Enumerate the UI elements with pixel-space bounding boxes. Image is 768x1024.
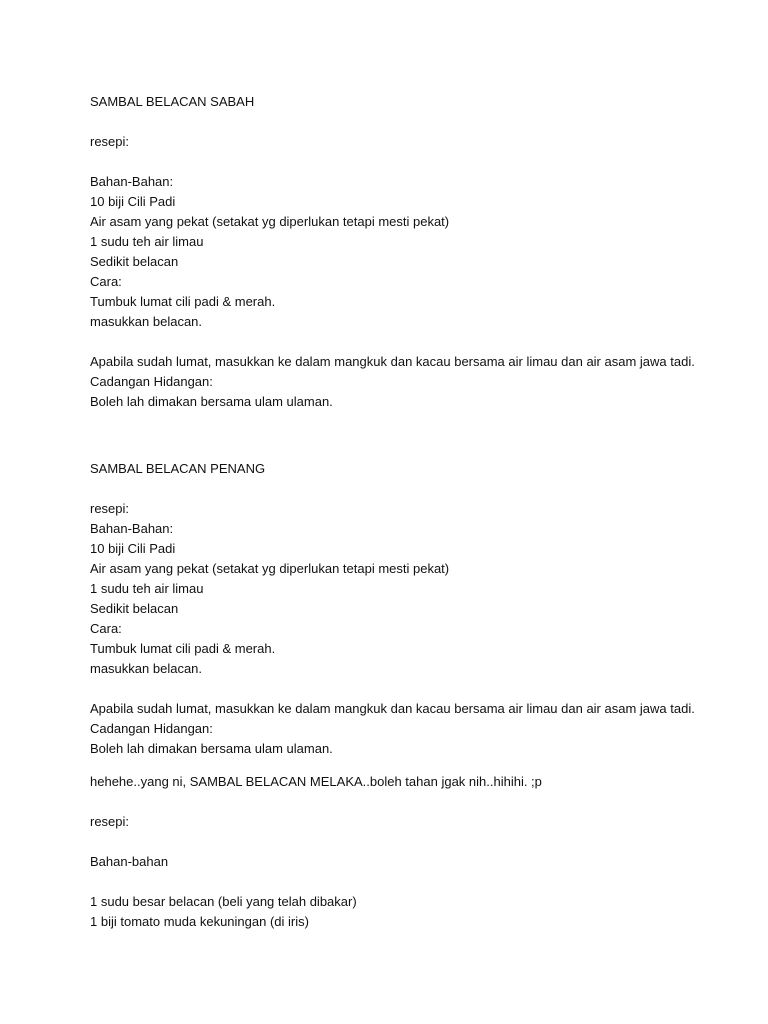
method-heading: Cara:: [90, 274, 122, 289]
ingredient-line: 1 sudu teh air limau: [90, 581, 204, 596]
method-step: masukkan belacan.: [90, 661, 203, 676]
serving-text: Boleh lah dimakan bersama ulam ulaman.: [90, 394, 333, 409]
method-heading: Cara:: [90, 621, 122, 636]
melaka-intro: hehehe..yang ni, SAMBAL BELACAN MELAKA..boleh tahan jgak nih..hihihi. ;p: [90, 774, 542, 789]
ingredient-line: 10 biji Cili Padi: [90, 194, 176, 209]
resepi-label: resepi:: [90, 501, 130, 516]
serving-heading: Cadangan Hidangan:: [90, 374, 213, 389]
method-step: Tumbuk lumat cili padi & merah.: [90, 641, 276, 656]
method-final-step: Apabila sudah lumat, masukkan ke dalam mangkuk dan kacau bersama air limau dan air asam jawa tadi.: [90, 701, 695, 716]
ingredient-line: 1 sudu besar belacan (beli yang telah dibakar): [90, 894, 357, 909]
ingredient-line: Sedikit belacan: [90, 254, 179, 269]
document-body: [90, 92, 730, 932]
ingredient-line: Sedikit belacan: [90, 601, 179, 616]
recipe-title-penang: SAMBAL BELACAN PENANG: [90, 461, 266, 476]
serving-heading: Cadangan Hidangan:: [90, 721, 213, 736]
ingredient-line: 1 sudu teh air limau: [90, 234, 204, 249]
ingredient-line: Air asam yang pekat (setakat yg diperlukan tetapi mesti pekat): [90, 214, 450, 229]
ingredients-heading: Bahan-Bahan:: [90, 521, 174, 536]
method-step: Tumbuk lumat cili padi & merah.: [90, 294, 276, 309]
ingredient-line: 10 biji Cili Padi: [90, 541, 176, 556]
method-step: masukkan belacan.: [90, 314, 203, 329]
serving-text: Boleh lah dimakan bersama ulam ulaman.: [90, 741, 333, 756]
resepi-label: resepi:: [90, 134, 130, 149]
ingredient-line: 1 biji tomato muda kekuningan (di iris): [90, 914, 309, 929]
ingredient-line: Air asam yang pekat (setakat yg diperlukan tetapi mesti pekat): [90, 561, 450, 576]
ingredients-heading: Bahan-Bahan:: [90, 174, 174, 189]
resepi-label: resepi:: [90, 814, 130, 829]
method-final-step: Apabila sudah lumat, masukkan ke dalam mangkuk dan kacau bersama air limau dan air asam jawa tadi.: [90, 354, 695, 369]
ingredients-heading: Bahan-bahan: [90, 854, 169, 869]
recipe-title-sabah: SAMBAL BELACAN SABAH: [90, 94, 255, 109]
